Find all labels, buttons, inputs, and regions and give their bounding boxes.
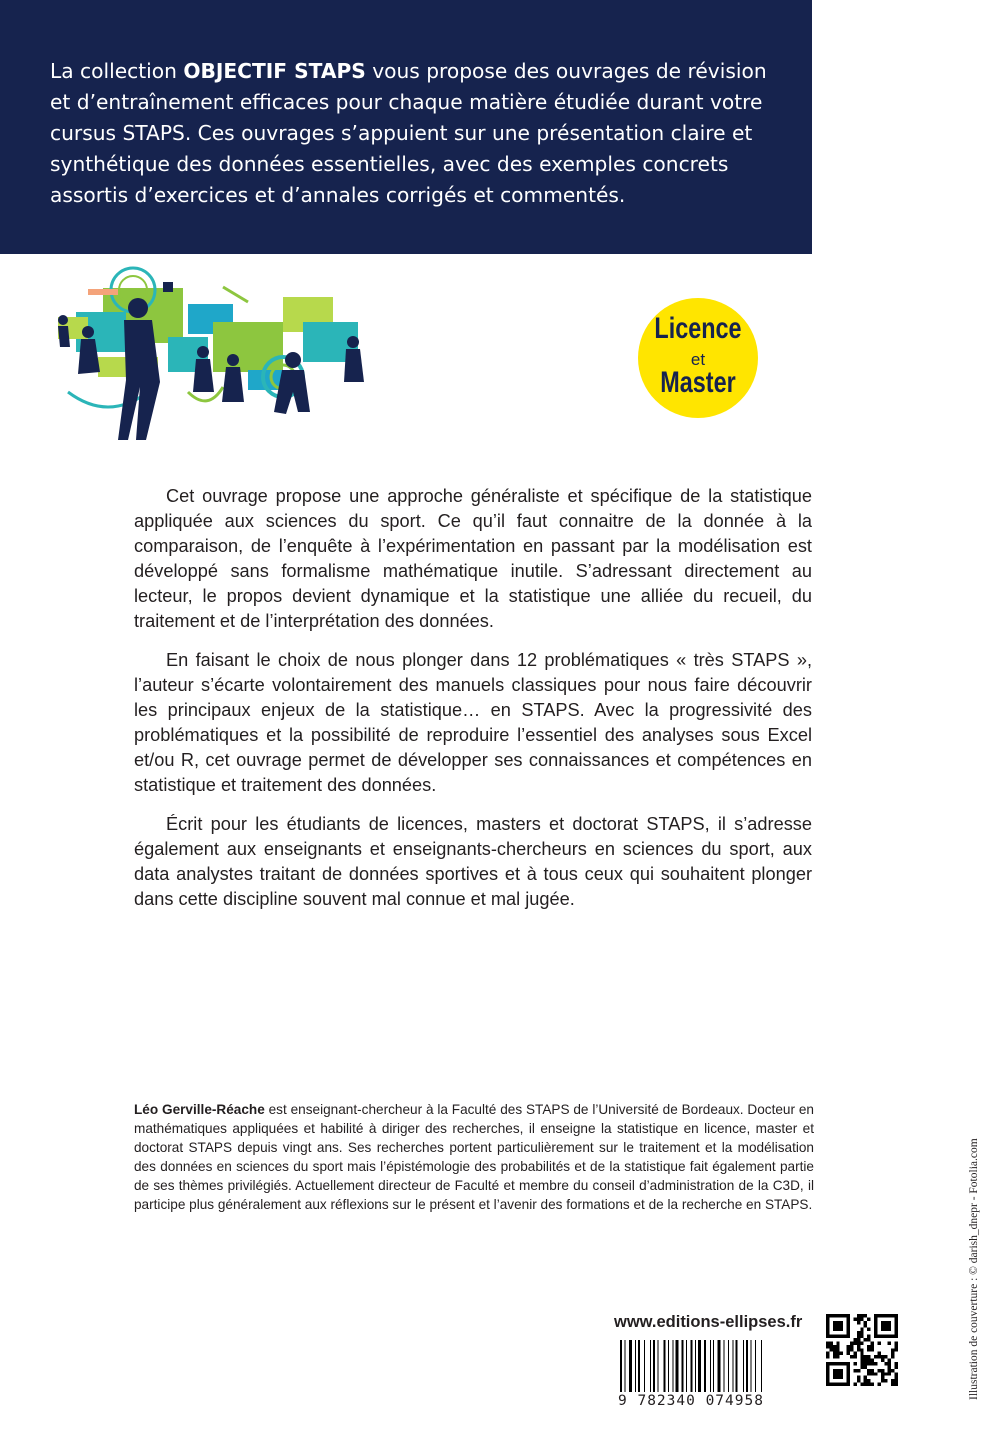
isbn-number: 9 782340 074958 [618,1393,764,1409]
intro-prefix: La collection [50,59,184,83]
badge-master: Master [660,366,736,399]
qr-code[interactable] [826,1314,898,1386]
collection-name: OBJECTIF STAPS [183,59,366,83]
description-paragraph: En faisant le choix de nous plonger dans 12 problématiques « très STAPS », l’auteur s’écarte volontairement des manuels classiques pour nous faire découvrir les principaux enjeux de la statistique… en STAPS. Avec la progressivité des problématiques et la possibilité de reproduire l’essentiel des analyses sous Excel et/ou R, cet ouvrage permet de développer ses connaissances et compétences en statistique et traitement des données. [134,650,812,795]
level-badge [638,298,758,418]
author-bio-text: est enseignant-chercheur à la Faculté des STAPS de l’Université de Bordeaux. Docteur en mathématiques appliquées et habilité à diriger des recherches, il enseigne la statistique en licence, master et doctorat STAPS depuis vingt ans. Ses recherches portent particulièrement sur le traitement et la modélisation des données en sciences du sport mais l’épistémologie des probabilités et de la statistique fait également partie de ses thèmes privilégiés. Actuellement directeur de Faculté et membre du conseil d’administration de la C3D, il participe plus généralement aux réflexions sur le présent et l’avenir des formations et de la recherche en STAPS. [134,1102,814,1212]
author-bio [134,1100,814,1214]
book-description [134,484,812,926]
author-name: Léo Gerville-Réache [134,1102,265,1117]
badge-licence: Licence [654,312,742,345]
description-paragraph: Cet ouvrage propose une approche généraliste et spécifique de la statistique appliquée aux sciences du sport. Ce qu’il faut connaitre de la donnée à la comparaison, de l’enquête à l’expérimentation en passant par la modélisation est développé sans formalisme mathématique inutile. S’adressant directement au lecteur, le propos devient dynamique et la statistique une alliée du recueil, du traitement et de l’interprétation des données. [134,486,812,631]
badge-et: et [690,350,706,369]
publisher-website[interactable]: www.editions-ellipses.fr [614,1313,803,1331]
barcode [618,1340,808,1392]
sports-illustration [48,262,378,442]
description-paragraph: Écrit pour les étudiants de licences, masters et doctorat STAPS, il s’adresse également aux enseignants et enseignants-chercheurs en sciences du sport, aux data analystes traitant de données sportives et à tous ceux qui souhaitent plonger dans cette discipline souvent mal connue et mal jugée. [134,814,812,909]
illustration-credit: Illustration de couverture : © darish_dnepr - Fotolia.com [968,1138,980,1400]
intro-suffix: vous propose des ouvrages de révision et d’entraînement efficaces pour chaque matière étudiée durant votre cursus STAPS. Ces ouvrages s’appuient sur une présentation claire et synthétique des données essentielles, avec des exemples concrets assortis d’exercices et d’annales corrigés et commentés. [50,59,767,207]
top-banner [0,0,812,254]
collection-intro [50,56,780,211]
